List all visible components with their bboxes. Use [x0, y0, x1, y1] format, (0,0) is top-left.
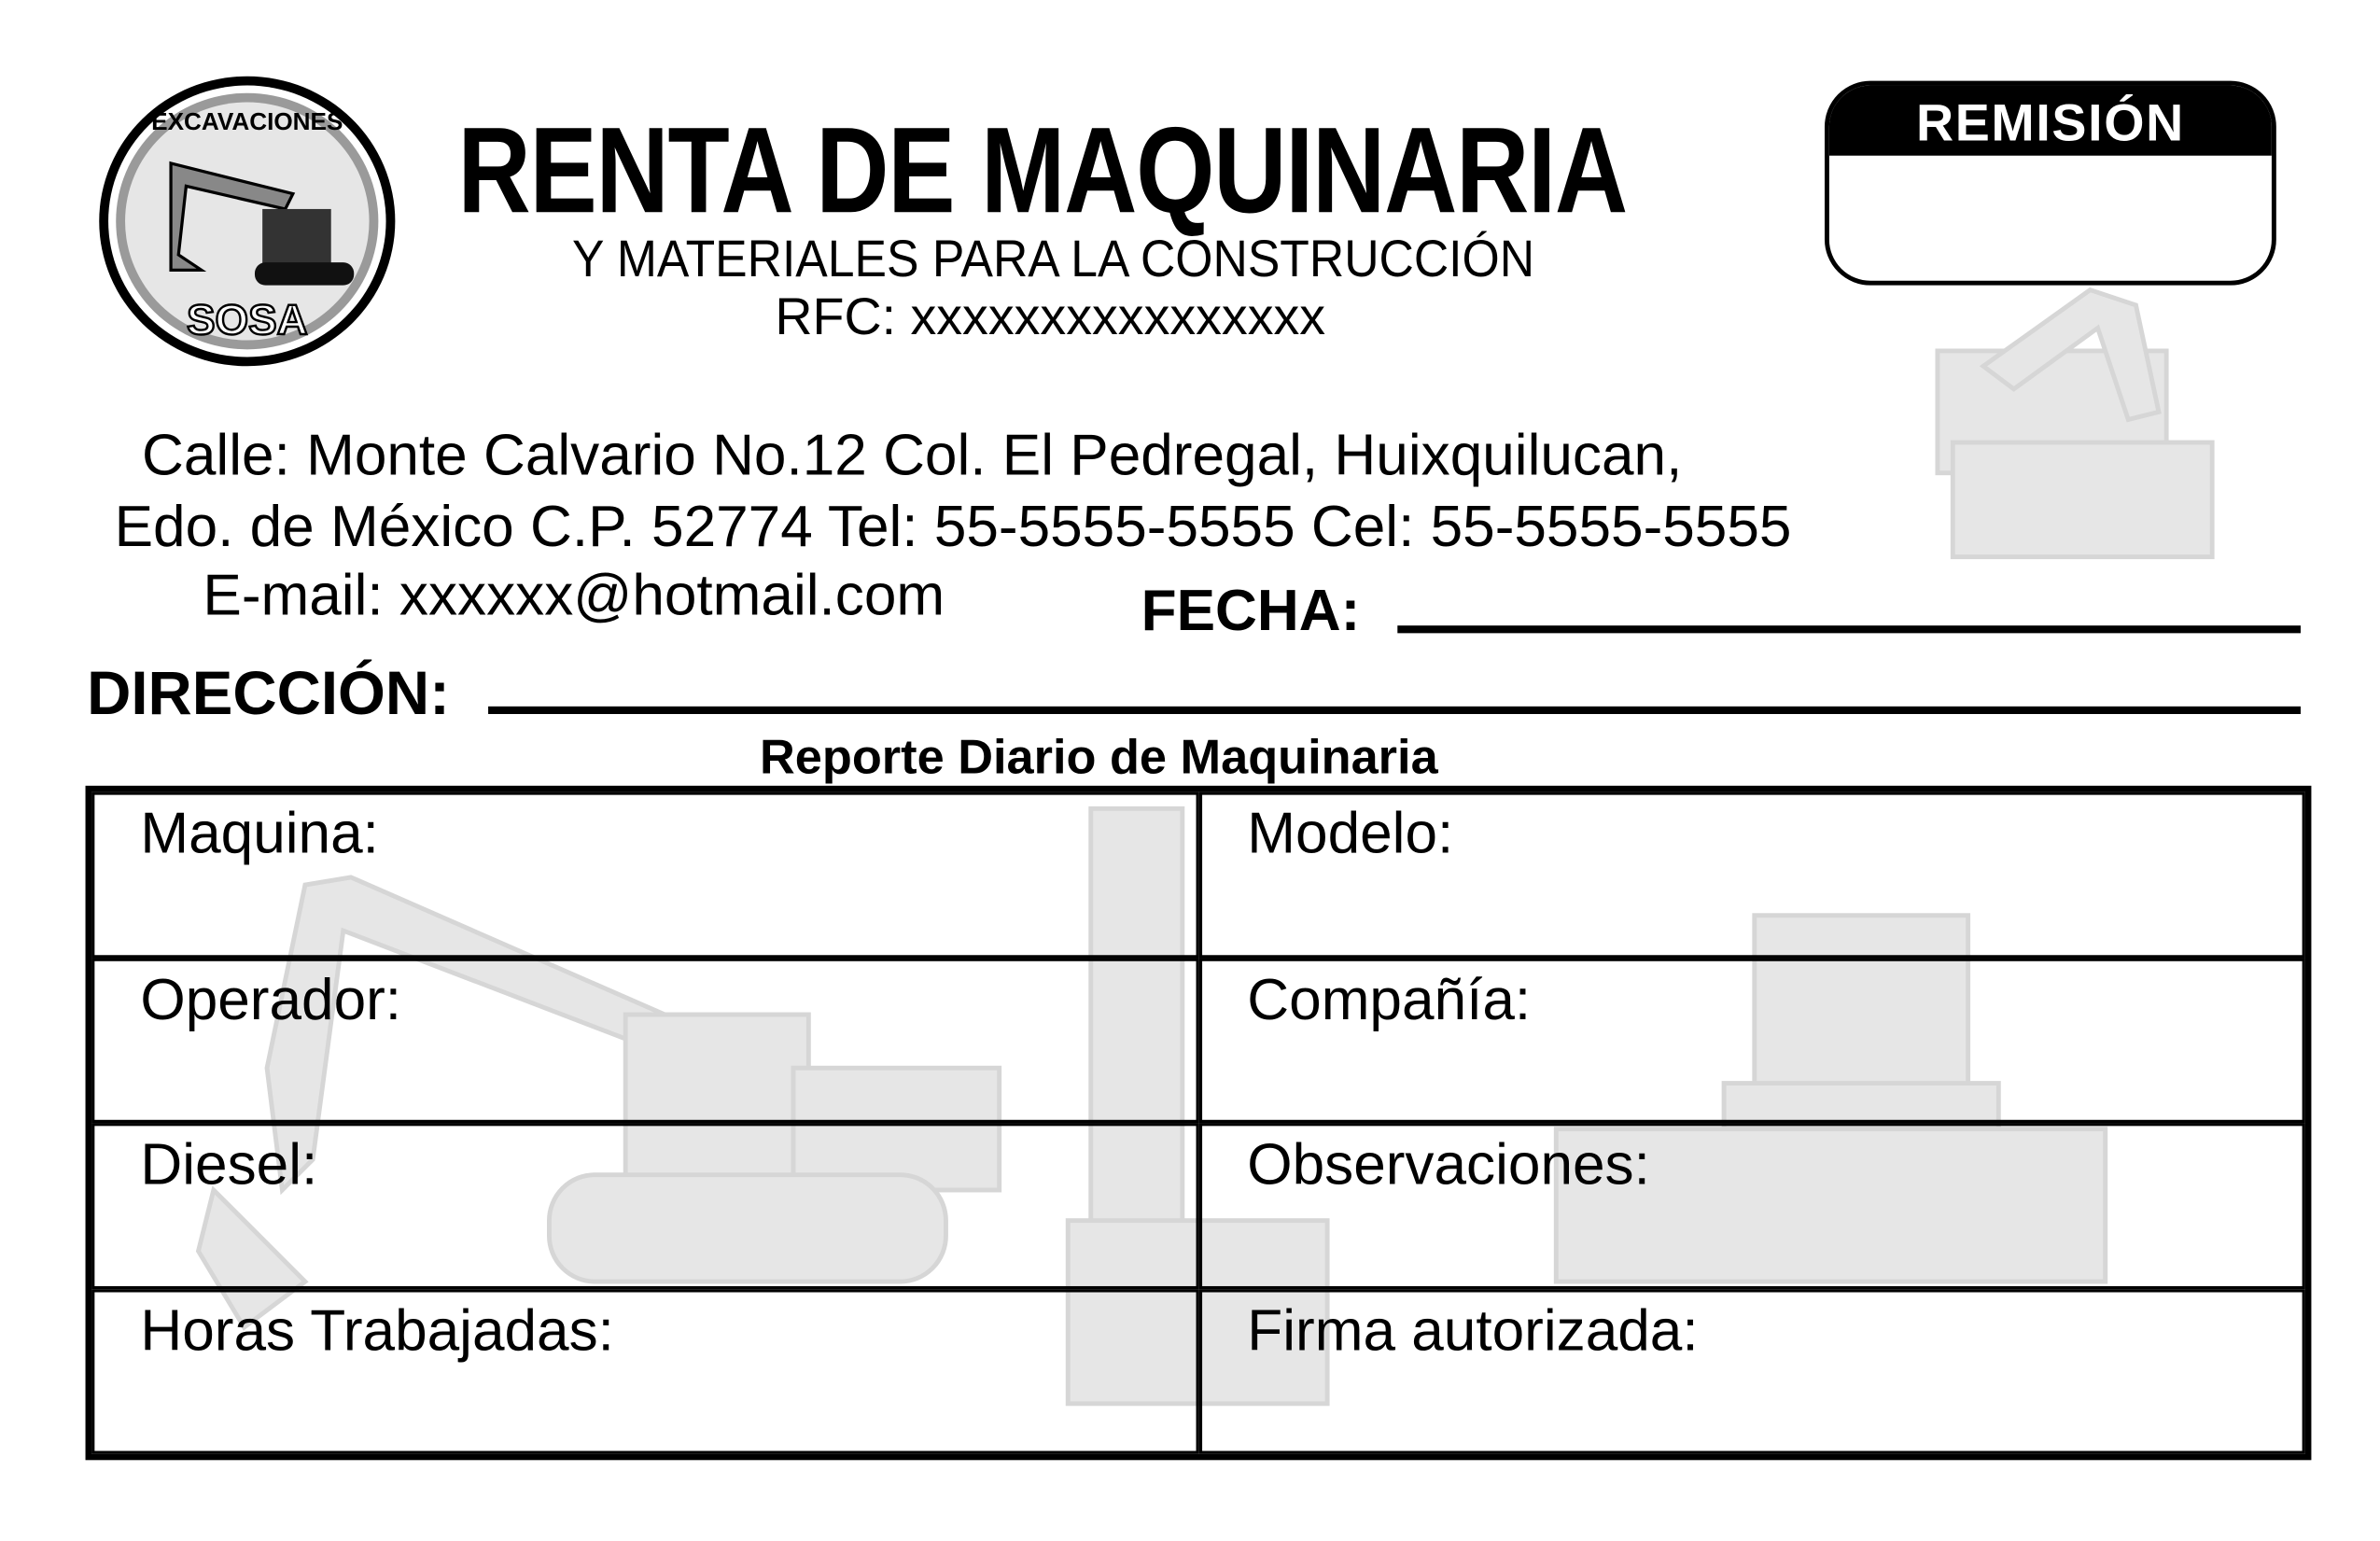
direccion-field[interactable] — [488, 707, 2301, 714]
rfc: RFC: xxxxxxxxxxxxxxxx — [775, 287, 1326, 347]
report-title: Reporte Diario de Maquinaria — [760, 729, 1438, 785]
report-table — [86, 786, 2312, 1460]
cell-label: Compañía: — [1247, 968, 1532, 1032]
cell-label: Horas Trabajadas: — [140, 1298, 614, 1364]
cell-modelo[interactable] — [1198, 792, 2305, 957]
fecha-field[interactable] — [1397, 625, 2301, 633]
logo-top-text: EXCAVACIONES — [151, 106, 343, 135]
cell-maquina[interactable] — [91, 792, 1198, 957]
cell-firma-autorizada[interactable] — [1198, 1288, 2305, 1453]
remision-label: REMISIÓN — [1829, 86, 2272, 156]
email-line: E-mail: xxxxxx@hotmail.com — [203, 564, 945, 629]
cell-diesel[interactable] — [91, 1123, 1198, 1288]
cell-label: Maquina: — [140, 802, 379, 867]
cell-operador[interactable] — [91, 958, 1198, 1123]
cell-label: Operador: — [140, 968, 402, 1032]
address-line-1: Calle: Monte Calvario No.12 Col. El Pedregal, Huixquilucan, — [142, 424, 1683, 489]
remision-box[interactable] — [1825, 81, 2276, 286]
cell-label: Firma autorizada: — [1247, 1298, 1699, 1364]
logo-bottom-text: SOSA — [186, 295, 308, 343]
company-logo — [94, 72, 399, 371]
cell-label: Modelo: — [1247, 802, 1454, 867]
cell-observaciones[interactable] — [1198, 1123, 2305, 1288]
page-title: RENTA DE MAQUINARIA — [457, 102, 1627, 238]
cell-compania[interactable] — [1198, 958, 2305, 1123]
direccion-label: DIRECCIÓN: — [87, 660, 450, 728]
address-line-2: Edo. de México C.P. 52774 Tel: 55-5555-5555 Cel: 55-5555-5555 — [114, 496, 1792, 560]
subtitle: Y MATERIALES PARA LA CONSTRUCCIÓN — [571, 230, 1535, 288]
cell-label: Observaciones: — [1247, 1133, 1650, 1198]
cell-horas-trabajadas[interactable] — [91, 1288, 1198, 1453]
cell-label: Diesel: — [140, 1133, 318, 1198]
fecha-label: FECHA: — [1141, 580, 1361, 644]
